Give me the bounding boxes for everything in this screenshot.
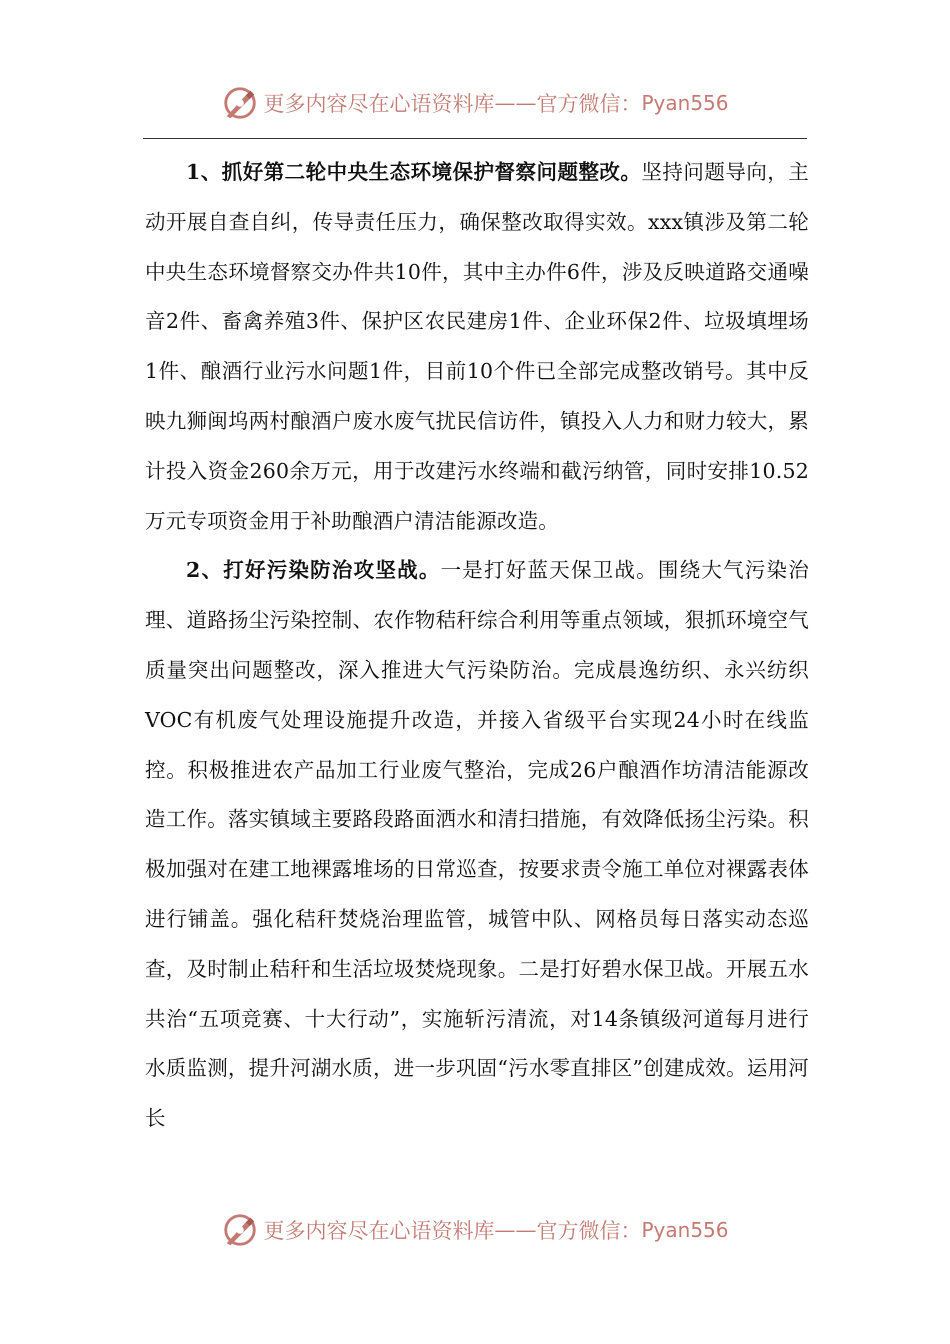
footer-banner (0, 1205, 950, 1255)
paragraph-1-body: 坚持问题导向，主动开展自查自纠，传导责任压力，确保整改取得实效。xxx镇涉及第二轮中央生态环境督察交办件共10件，其中主办件6件，涉及反映道路交通噪音2件、畜禽养殖3件、保护区农民建房1件、企业环保2件、垃圾填埋场1件、酿酒行业污水问题1件，目前10个件已全部完成整改销号。其中反映九狮闽坞两村酿酒户废水废气扰民信访件，镇投入人力和财力较大，累计投入资金260余万元，用于改建污水终端和截污纳管，同时安排10.52万元专项资金用于补助酿酒户清洁能源改造。 (145, 160, 809, 533)
header-site-text: 更多内容尽在心语资料库 (263, 92, 495, 116)
pen-circle-logo-icon (221, 84, 259, 122)
header-banner (0, 78, 950, 128)
header-wechat-label: 官方微信： (536, 92, 642, 116)
paragraph-1-heading: 1、抓好第二轮中央生态环境保护督察问题整改。 (186, 160, 642, 184)
footer-wechat-label: 官方微信： (536, 1219, 642, 1243)
footer-site-text: 更多内容尽在心语资料库 (263, 1219, 495, 1243)
footer-dash: —— (494, 1218, 537, 1242)
paragraph-2 (145, 546, 809, 1144)
footer-wechat-id: Pyan556 (641, 1218, 729, 1242)
header-dash: —— (494, 91, 537, 115)
pen-circle-logo-icon (221, 1211, 259, 1249)
header-wechat-id: Pyan556 (641, 91, 729, 115)
paragraph-2-body: 一是打好蓝天保卫战。围绕大气污染治理、道路扬尘污染控制、农作物秸秆综合利用等重点领域，狠抓环境空气质量突出问题整改，深入推进大气污染防治。完成晨逸纺织、永兴纺织VOC有机废气处理设施提升改造，并接入省级平台实现24小时在线监控。积极推进农产品加工行业废气整治，完成26户酿酒作坊清洁能源改造工作。落实镇域主要路段路面洒水和清扫措施，有效降低扬尘污染。积极加强对在建工地裸露堆场的日常巡查，按要求责令施工单位对裸露表体进行铺盖。强化秸秆焚烧治理监管，城管中队、网格员每日落实动态巡查，及时制止秸秆和生活垃圾焚烧现象。二是打好碧水保卫战。开展五水共治“五项竞赛、十大行动”，实施斩污清流，对14条镇级河道每月进行水质监测，提升河湖水质，进一步巩固“污水零直排区”创建成效。运用河长 (145, 558, 809, 1131)
document-body (145, 148, 809, 1144)
header-divider (143, 138, 807, 139)
paragraph-1 (145, 148, 809, 546)
paragraph-2-heading: 2、打好污染防治攻坚战。 (186, 558, 441, 583)
